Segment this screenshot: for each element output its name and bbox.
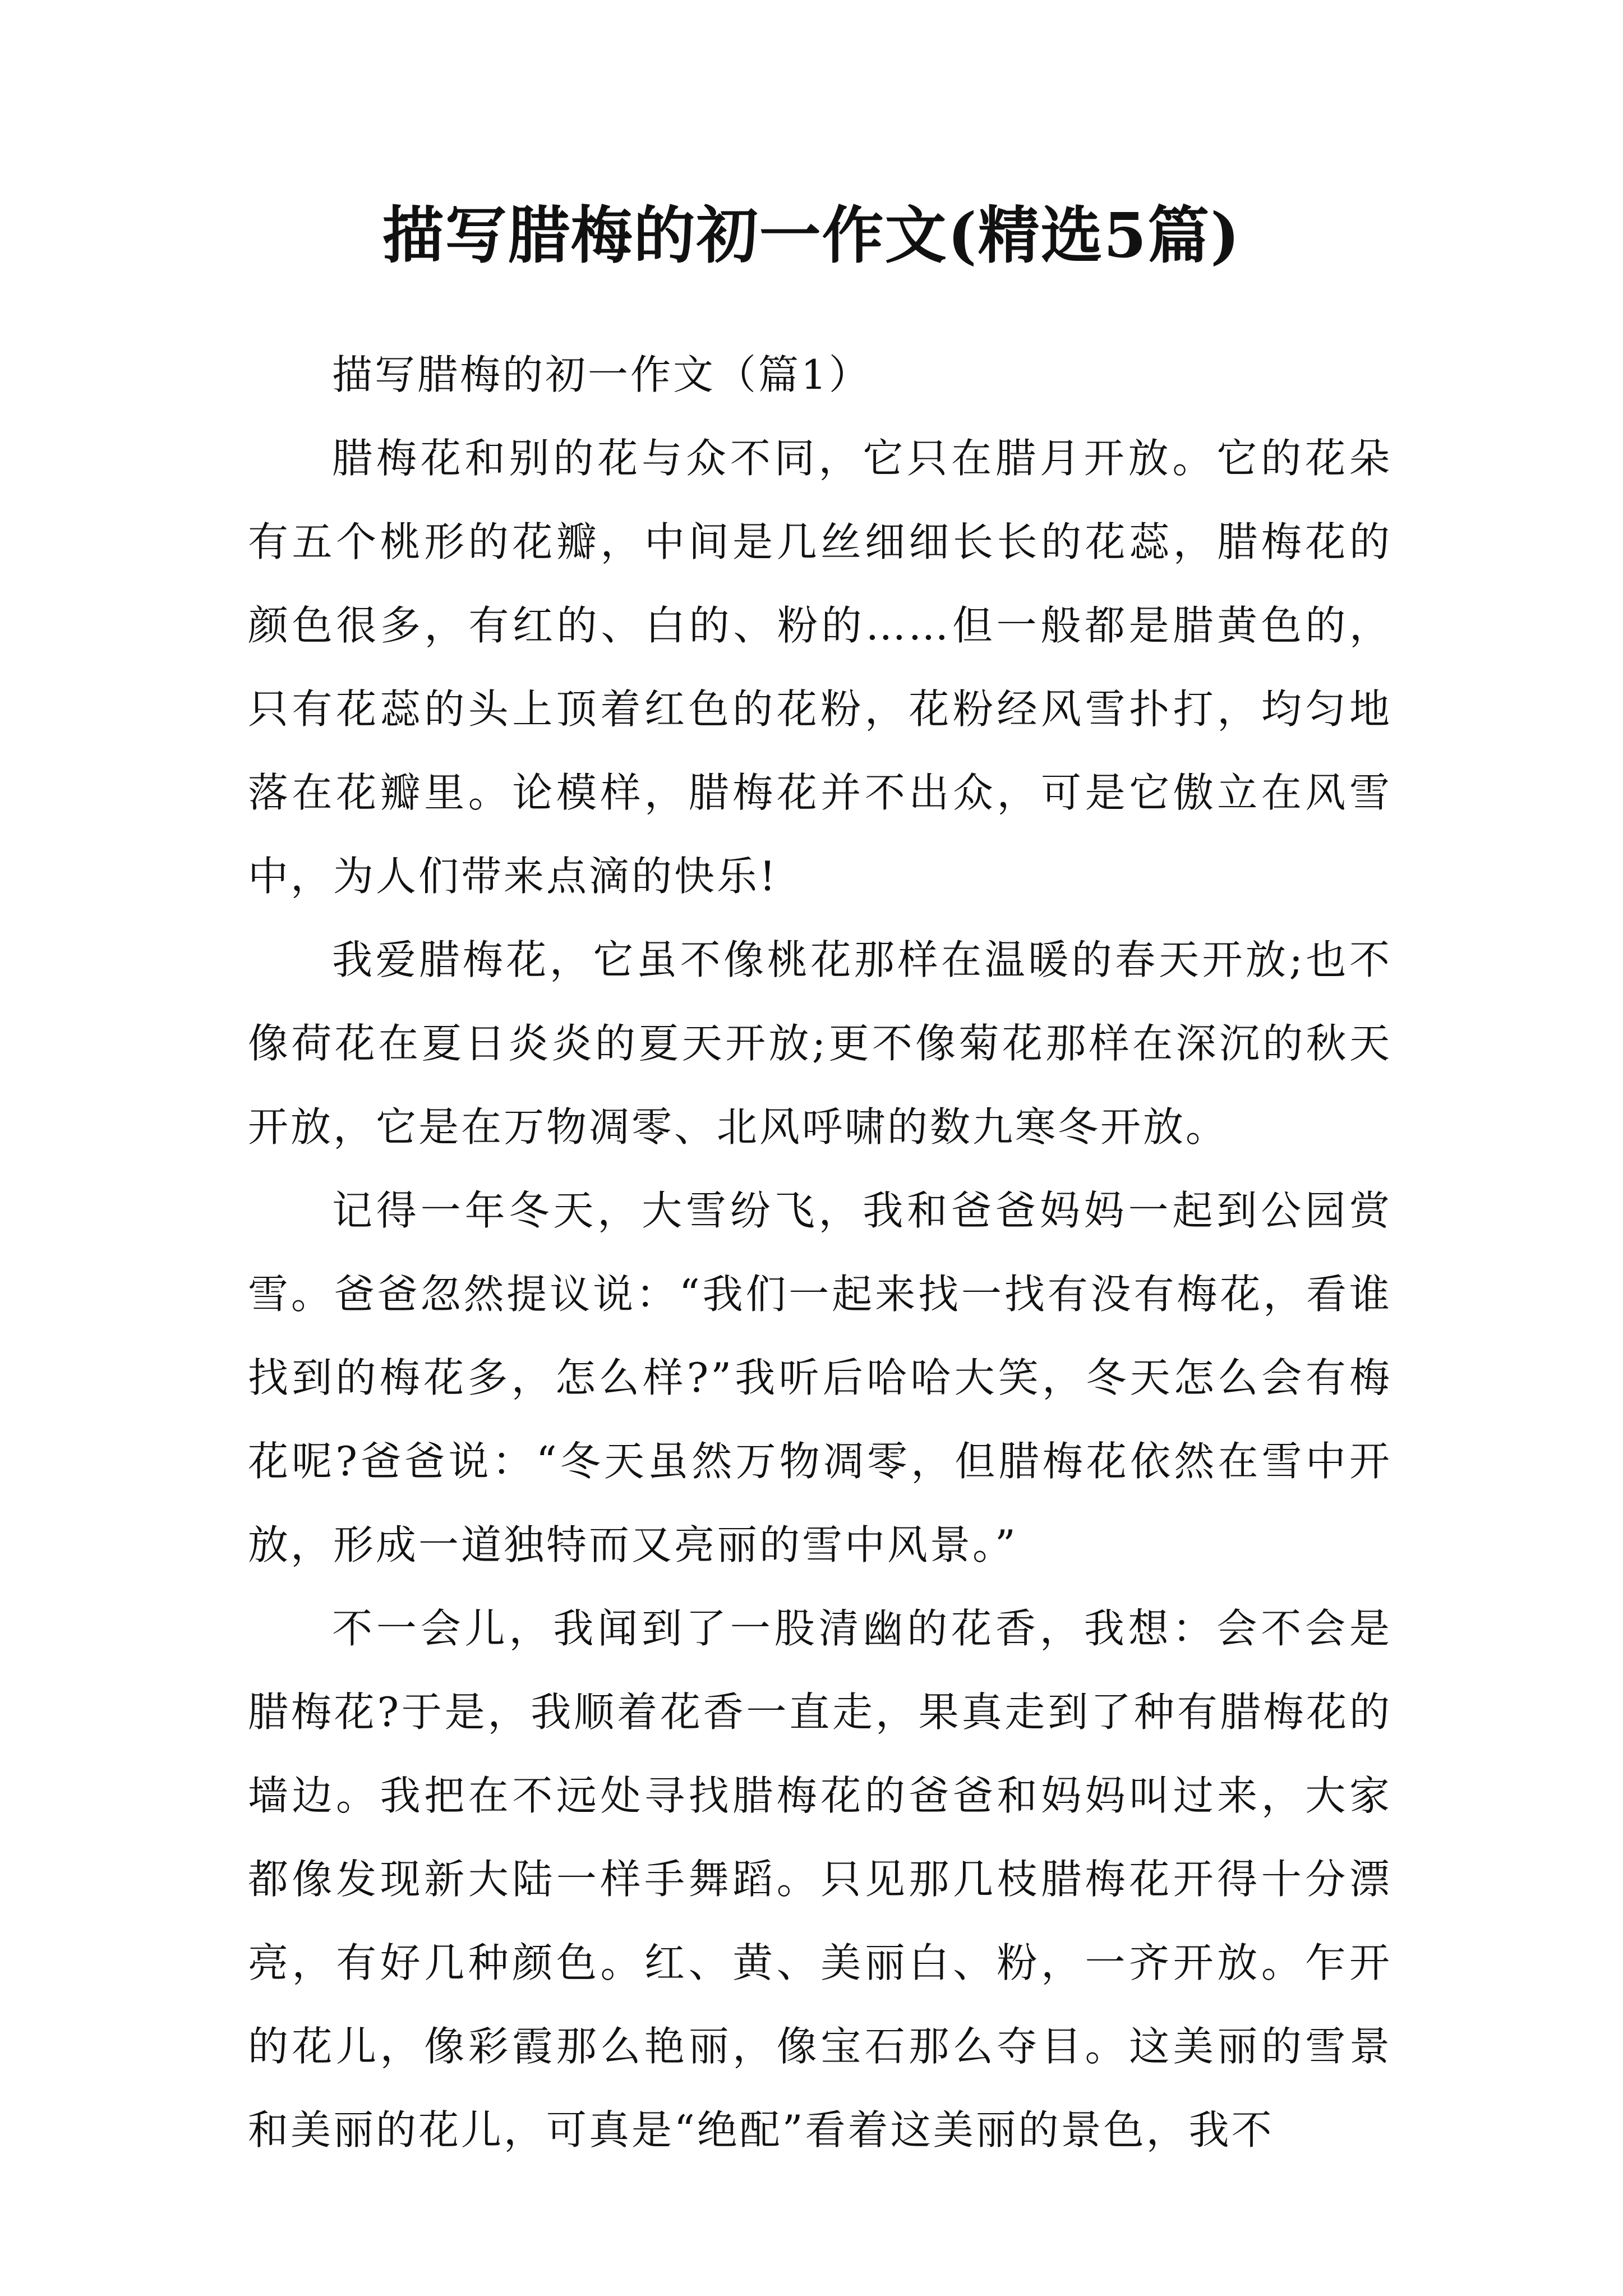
document-body xyxy=(248,333,1392,2172)
paragraph-1: 腊梅花和别的花与众不同，它只在腊月开放。它的花朵有五个桃形的花瓣，中间是几丝细细长长的花蕊，腊梅花的颜色很多，有红的、白的、粉的……但一般都是腊黄色的，只有花蕊的头上顶着红色的花粉，花粉经风雪扑打，均匀地落在花瓣里。论模样，腊梅花并不出众，可是它傲立在风雪中，为人们带来点滴的快乐! xyxy=(248,435,1392,900)
paragraph-3: 记得一年冬天，大雪纷飞，我和爸爸妈妈一起到公园赏雪。爸爸忽然提议说：“我们一起来找一找有没有梅花，看谁找到的梅花多，怎么样?”我听后哈哈大笑，冬天怎么会有梅花呢?爸爸说：“冬天虽然万物凋零，但腊梅花依然在雪中开放，形成一道独特而又亮丽的雪中风景。” xyxy=(248,1187,1392,1568)
paragraph-4: 不一会儿，我闻到了一股清幽的花香，我想：会不会是腊梅花?于是，我顺着花香一直走，果真走到了种有腊梅花的墙边。我把在不远处寻找腊梅花的爸爸和妈妈叫过来，大家都像发现新大陆一样手舞蹈。只见那几枝腊梅花开得十分漂亮，有好几种颜色。红、黄、美丽白、粉，一齐开放。乍开的花儿，像彩霞那么艳丽，像宝石那么夺目。这美丽的雪景和美丽的花儿，可真是“绝配”看着这美丽的景色，我不 xyxy=(248,1605,1392,2154)
paragraph-2: 我爱腊梅花，它虽不像桃花那样在温暖的春天开放;也不像荷花在夏日炎炎的夏天开放;更不像菊花那样在深沉的秋天开放，它是在万物凋零、北风呼啸的数九寒冬开放。 xyxy=(248,936,1392,1151)
section-heading: 描写腊梅的初一作文（篇1） xyxy=(332,351,872,398)
document-title: 描写腊梅的初一作文(精选5篇) xyxy=(382,199,1241,272)
